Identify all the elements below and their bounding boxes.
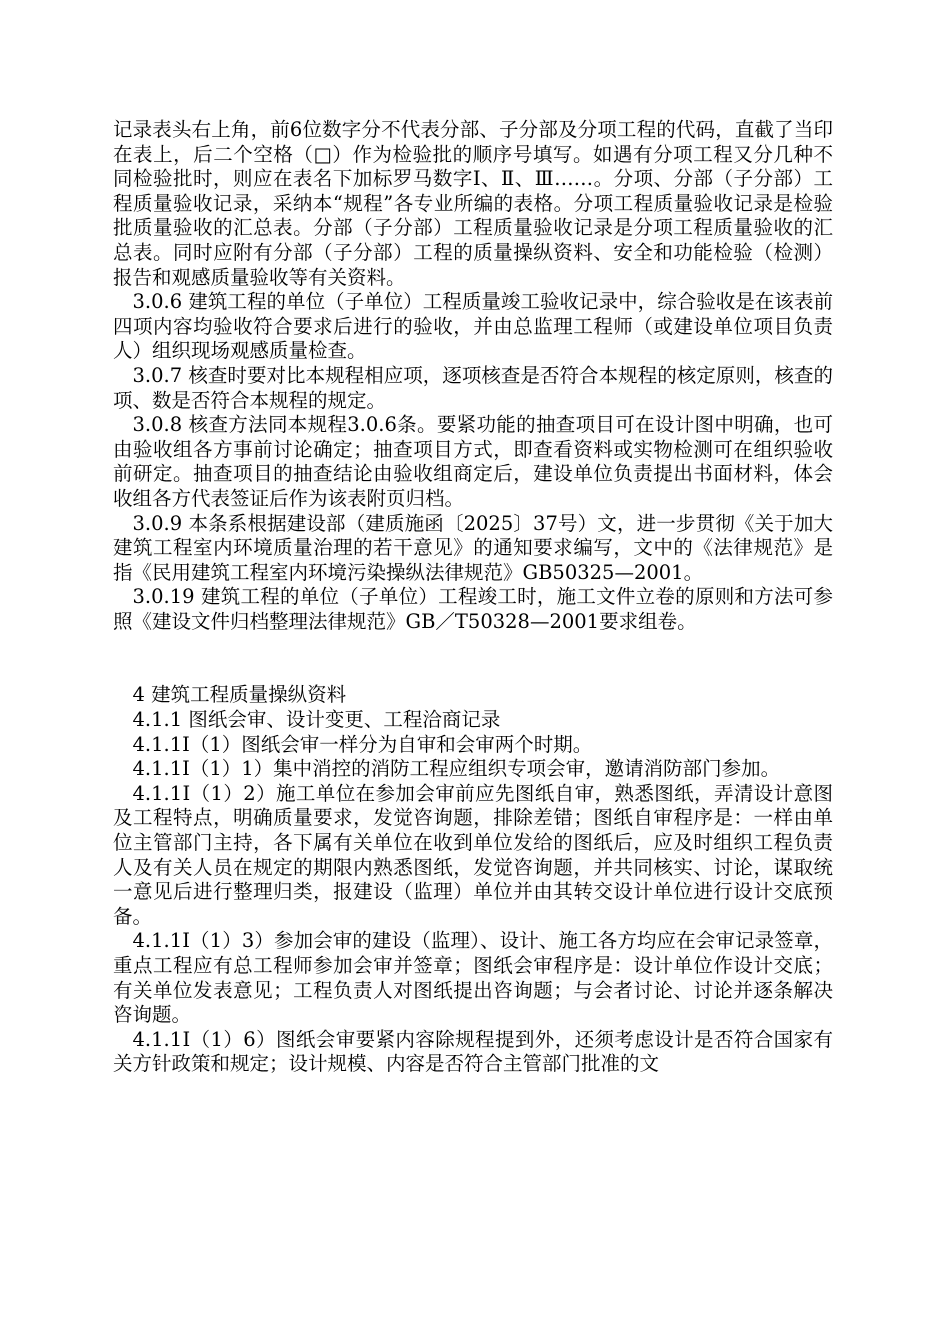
paragraph-3-0-8: 3.0.8 核查方法同本规程3.0.6条。要紧功能的抽查项目可在设计图中明确，也可由验收组各方事前讨论确定；抽查项目方式，即查看资料或实物检测可在组织验收前研定。抽查项目的抽查结论由验收组商定后，建设单位负责提出书面材料，体会收组各方代表签证后作为该表附页归档。 [113,413,833,510]
document-body [113,118,833,1077]
paragraph-4-1-1-i-1-1: 4.1.1Ⅰ（1）1）集中消控的消防工程应组织专项会审，邀请消防部门参加。 [132,757,781,781]
paragraph-4-1-1-i-1-3: 4.1.1Ⅰ（1）3）参加会审的建设（监理）、设计、施工各方均应在会审记录签章，重点工程应有总工程师参加会审并签章；图纸会审程序是：设计单位作设计交底；有关单位发表意见；工程负责人对图纸提出咨询题；与会者讨论、讨论并逐条解决咨询题。 [113,929,833,1027]
paragraph-3-0-6: 3.0.6 建筑工程的单位（子单位）工程质量竣工验收记录中，综合验收是在该表前四项内容均验收符合要求后进行的验收，并由总监理工程师（或建设单位项目负责人）组织现场观感质量检查。 [113,290,833,363]
paragraph-record-header: 记录表头右上角，前6位数字分不代表分部、子分部及分项工程的代码，直截了当印在表上，后二个空格（□）作为检验批的顺序号填写。如遇有分项工程又分几种不同检验批时，则应在表名下加标罗马数字Ⅰ、Ⅱ、Ⅲ……。分项、分部（子分部）工程质量验收记录，采纳本“规程”各专业所编的表格。分项工程质量验收记录是检验批质量验收的汇总表。分部（子分部）工程质量验收记录是分项工程质量验收的汇总表。同时应附有分部（子分部）工程的质量操纵资料、安全和功能检验（检测）报告和观感质量验收等有关资料。 [113,118,833,289]
paragraph-4-1-1-i-1-2: 4.1.1Ⅰ（1）2）施工单位在参加会审前应先图纸自审，熟悉图纸，弄清设计意图及工程特点，明确质量要求，发觉咨询题，排除差错；图纸自审程序是：一样由单位主管部门主持，各下属有关单位在收到单位发给的图纸后，应及时组织工程负责人及有关人员在规定的期限内熟悉图纸，发觉咨询题，并共同核实、讨论，谋取统一意见后进行整理归类，报建设（监理）单位并由其转交设计单位进行设计交底预备。 [113,781,833,928]
paragraph-3-0-9: 3.0.9 本条系根据建设部（建质施函〔2025〕37号）文，进一步贯彻《关于加大建筑工程室内环境质量治理的若干意见》的通知要求编写，文中的《法律规范》是指《民用建筑工程室内环境污染操纵法律规范》GB50325—2001。 [113,511,833,584]
paragraph-3-0-19: 3.0.19 建筑工程的单位（子单位）工程竣工时，施工文件立卷的原则和方法可参照《建设文件归档整理法律规范》GB／T50328—2001要求组卷。 [113,585,833,633]
paragraph-3-0-7: 3.0.7 核查时要对比本规程相应项，逐项核查是否符合本规程的核定原则，核查的项、数是否符合本规程的规定。 [113,363,833,412]
section-heading-4-1-1: 4.1.1 图纸会审、设计变更、工程洽商记录 [132,708,501,732]
section-gap [113,634,833,683]
paragraph-4-1-1-i-1: 4.1.1Ⅰ（1）图纸会审一样分为自审和会审两个时期。 [132,732,593,756]
paragraph-4-1-1-i-1-6: 4.1.1Ⅰ（1）6）图纸会审要紧内容除规程提到外，还须考虑设计是否符合国家有关方针政策和规定；设计规模、内容是否符合主管部门批准的文 [113,1027,833,1076]
section-heading-4: 4 建筑工程质量操纵资料 [132,683,347,707]
